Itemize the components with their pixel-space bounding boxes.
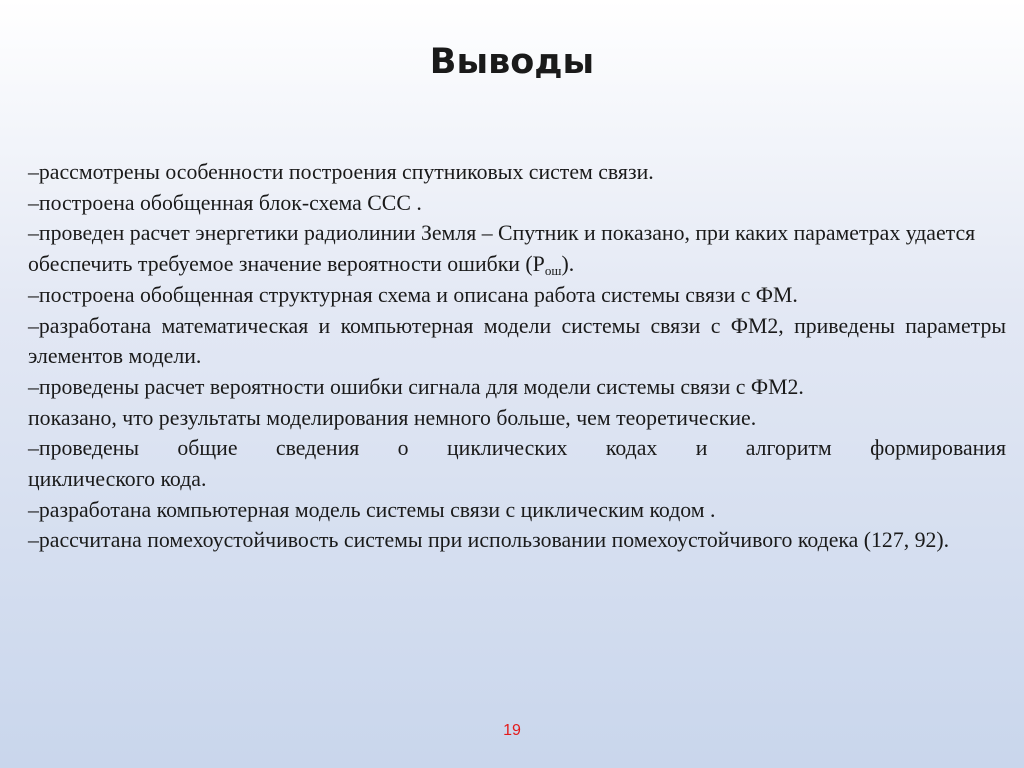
conclusion-item <box>28 218 1006 279</box>
conclusion-item: –рассчитана помехоустойчивость системы при использовании помехоустойчивого кодека (127, 92). <box>28 528 950 553</box>
conclusion-item: –разработана компьютерная модель системы связи с циклическим кодом . <box>28 497 716 522</box>
conclusion-item: –построена обобщенная блок-схема ССС . <box>28 190 422 215</box>
conclusion-item-continuation: циклического кода. <box>28 467 207 492</box>
conclusion-item: –проведены общие сведения о циклических кодах и алгоритм формирования <box>28 436 1006 461</box>
conclusion-item: –построена обобщенная структурная схема и описана работа системы связи с ФМ. <box>28 282 798 307</box>
conclusion-item: –разработана математическая и компьютерная модели системы связи с ФМ2, приведены параметры элементов модели. <box>28 313 1006 369</box>
error-probability-subscript: ош <box>544 263 562 279</box>
slide-title: Выводы <box>429 42 595 82</box>
conclusion-item: показано, что результаты моделирования немного больше, чем теоретические. <box>28 405 757 430</box>
conclusion-text: –проведен расчет энергетики радиолинии Земля – Спутник и показано, при каких параметрах удается обеспечить требуемое значение вероятности ошибки (P <box>28 221 976 277</box>
conclusion-item: –проведены расчет вероятности ошибки сигнала для модели системы связи с ФМ2. <box>28 374 804 399</box>
conclusion-text: ). <box>561 252 575 277</box>
page-number: 19 <box>503 722 521 739</box>
conclusions-list <box>28 157 1006 556</box>
conclusion-item: –рассмотрены особенности построения спутниковых систем связи. <box>28 160 654 184</box>
